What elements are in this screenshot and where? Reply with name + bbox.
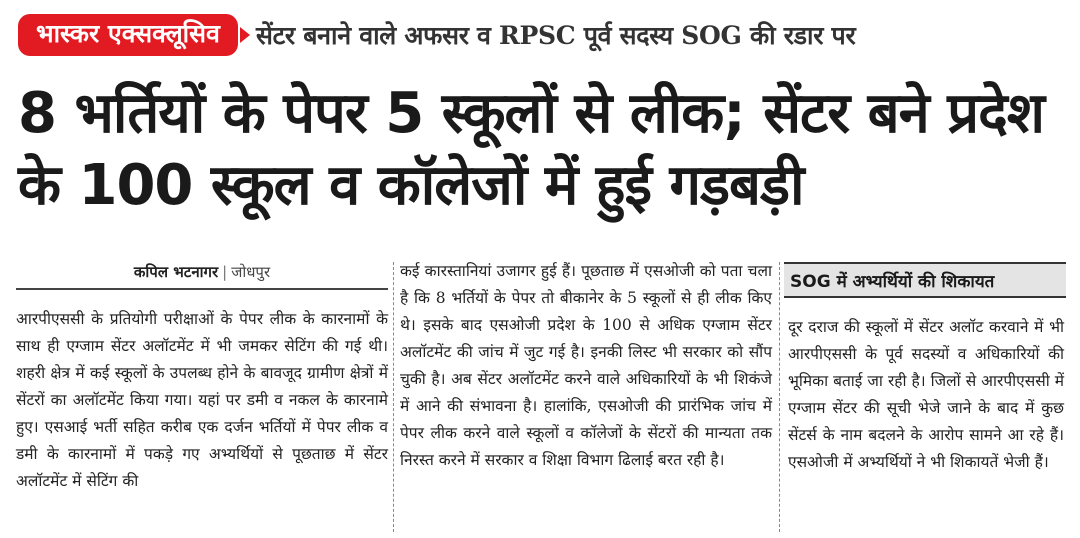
- kicker-row: [18, 12, 1068, 58]
- exclusive-badge: भास्कर एक्सक्लूसिव: [18, 14, 238, 56]
- sidebar-text: दूर दराज की स्कूलों में सेंटर अलॉट करवाने में भी आरपीएससी के पूर्व सदस्यों व अधिकारियों की भूमिका बताई जा रही है। जिलों से आरपीएससी में एग्जाम सेंटर की सूची भेजे जाने के बाद में कुछ सेंटर्स के नाम बदलने के आरोप सामने आ रहे हैं। एसओजी में अभ्यर्थियों ने भी शिकायतें भेजी हैं।: [788, 318, 1064, 471]
- article-column-1: [16, 258, 388, 495]
- sidebar-title: SOG में अभ्यर्थियों की शिकायत: [784, 262, 1066, 298]
- article-text-col1: आरपीएससी के प्रतियोगी परीक्षाओं के पेपर लीक के कारनामों के साथ ही एग्जाम सेंटर अलॉटमेंट में भी जमकर सेटिंग की गई थी। शहरी क्षेत्र में कई स्कूलों के उपलब्ध होने के बावजूद ग्रामीण क्षेत्रों में सेंटरों का अलॉटमेंट किया गया। यहां पर डमी व नकल के कारनामे हुए। एसआई भर्ती सहित करीब एक दर्जन भर्तियों में पेपर लीक व डमी के कारनामों में पकड़े गए अभ्यर्थियों से पूछताछ में सेंटर अलॉटमेंट में सेटिंग की: [16, 310, 388, 490]
- column-divider: [393, 262, 394, 532]
- badge-arrow-icon: [240, 27, 250, 43]
- byline-city: जोधपुर: [231, 263, 271, 281]
- byline-separator: |: [222, 263, 228, 281]
- byline: [16, 258, 388, 290]
- headline: 8 भर्तियों के पेपर 5 स्कूलों से लीक; सेंटर बने प्रदेश के 100 स्कूल व कॉलेजों में हुई गड़बड़ी: [18, 81, 1044, 218]
- article-column-2: [400, 258, 772, 474]
- subheadline: सेंटर बनाने वाले अफसर व RPSC पूर्व सदस्य SOG की रडार पर: [255, 21, 856, 50]
- sidebar-column: [788, 314, 1064, 476]
- article-text-col2: कई कारस्तानियां उजागर हुई हैं। पूछताछ में एसओजी को पता चला है कि 8 भर्तियों के पेपर तो बीकानेर के 5 स्कूलों से ही लीक किए थे। इसके बाद एसओजी प्रदेश के 100 से अधिक एग्जाम सेंटर अलॉटमेंट की जांच में जुट गई है। इनकी लिस्ट भी सरकार को सौंप चुकी है। अब सेंटर अलॉटमेंट करने वाले अधिकारियों के भी शिकंजे में आने की संभावना है। हालांकि, एसओजी की प्रारंभिक जांच में पेपर लीक करने वाले स्कूलों व कॉलेजों के सेंटरों की मान्यता तक निरस्त करने में सरकार व शिक्षा विभाग ढिलाई बरत रही है।: [400, 262, 772, 469]
- byline-author: कपिल भटनागर: [133, 263, 219, 281]
- column-divider: [779, 262, 780, 532]
